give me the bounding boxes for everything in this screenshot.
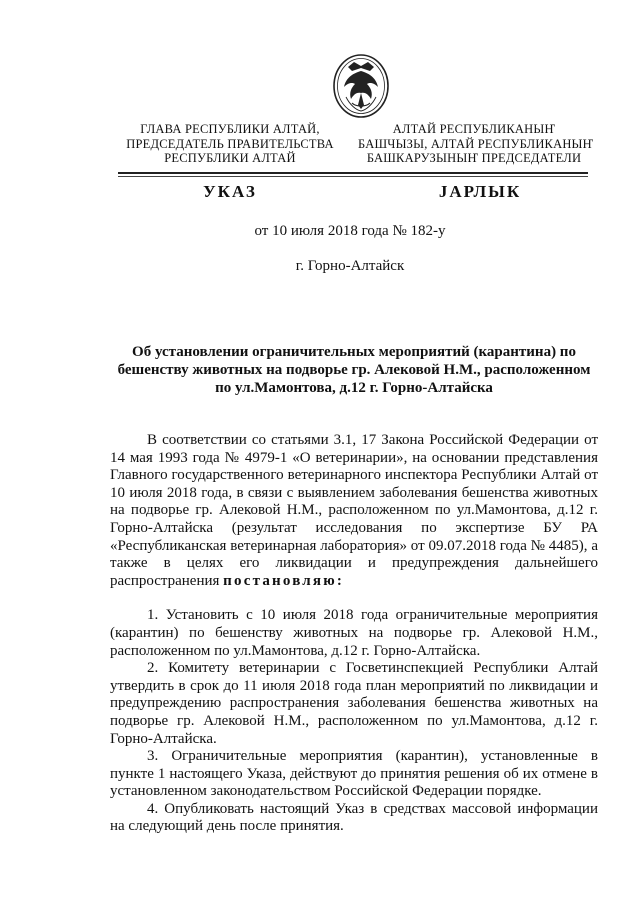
decree-item-4: 4. Опубликовать настоящий Указ в средствах массовой информации на следующий день после принятия. [110,800,598,835]
subject-line: Об установлении ограничительных мероприятий (карантина) по [132,344,576,360]
header-right-line: БАШКАРУЗЫНЫҤ ПРЕДСЕДАТЕЛИ [366,151,582,165]
header-divider-thick [118,172,588,174]
document-body [110,432,598,836]
document-date-number: от 10 июля 2018 года № 182-у [254,223,446,239]
decree-word: постановляю: [223,572,345,589]
document-subject [110,343,598,397]
header-left-line: ГЛАВА РЕСПУБЛИКИ АЛТАЙ, [140,122,320,136]
header-left-line: РЕСПУБЛИКИ АЛТАЙ [164,151,296,165]
document-city: г. Горно-Алтайск [295,258,405,274]
header-left-authority [110,122,350,166]
decree-item-2: 2. Комитету ветеринарии с Госветинспекцией Республики Алтай утвердить в срок до 11 июля 2018 года план мероприятий по ликвидации и предупреждению распространения заболевания бешенства животных на подворье гр. Алековой Н.М., расположенном по ул.Мамонтова, д.12 г. Горно-Алтайска. [110,660,598,747]
decree-item-1: 1. Установить с 10 июля 2018 года ограничительные мероприятия (карантин) по бешенству животных на подворье гр. Алековой Н.М., расположенном по ул.Мамонтова, д.12 г. Горно-Алтайска. [110,607,598,659]
subject-line: бешенству животных на подворье гр. Алековой Н.М., расположенном [117,362,591,378]
decree-item-3: 3. Ограничительные мероприятия (карантин), установленные в пункте 1 настоящего Указа, действуют до принятия решения об их отмене в установленном законодательством Российской Федерации порядке. [110,748,598,800]
document-title-alt: ЈАРЛЫК [438,182,522,201]
header-divider-thin [118,176,588,177]
header-right-authority [358,122,594,166]
subject-line: по ул.Мамонтова, д.12 г. Горно-Алтайска [215,380,493,396]
header-right-line: БАШЧЫЗЫ, АЛТАЙ РЕСПУБЛИКАНЫҤ [358,136,594,151]
document-title-ru: УКАЗ [203,182,257,201]
griffin-emblem-icon [332,53,390,119]
header-left-line: ПРЕДСЕДАТЕЛЬ ПРАВИТЕЛЬСТВА [126,136,334,151]
preamble-paragraph [110,432,598,590]
header-right-line: АЛТАЙ РЕСПУБЛИКАНЫҤ [392,122,556,136]
preamble-text: В соответствии со статьями 3.1, 17 Закона Российской Федерации от 14 мая 1993 года № 4979-1 «О ветеринарии», на основании представления Главного государственного ветеринарного инспектора Республики Алтай от 10 июля 2018 года, в связи с выявлением заболевания бешенства животных на подворье гр. Алековой Н.М., расположенном по ул.Мамонтова, д.12 г. Горно-Алтайска (результат исследования по экспертизе БУ РА «Республиканская ветеринарная лаборатория» от 09.07.2018 года № 4485), а также в целях его ликвидации и предупреждения дальнейшего распространения [110,432,598,589]
